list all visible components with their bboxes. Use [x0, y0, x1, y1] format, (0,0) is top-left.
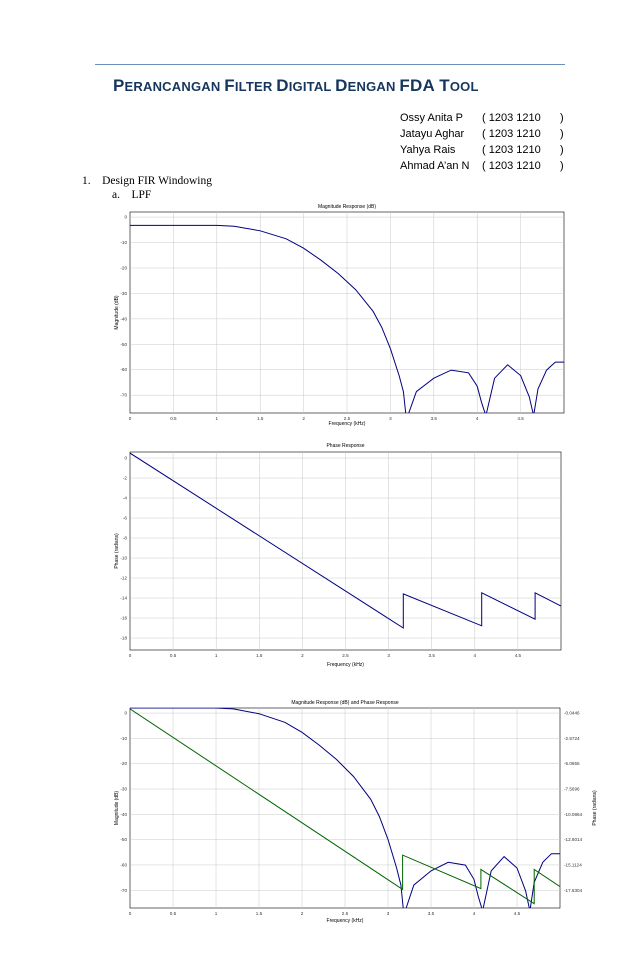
author-close: )	[560, 112, 564, 124]
y2-tick-label: -12.6014	[564, 837, 583, 843]
x-tick-label: 3.5	[427, 911, 435, 916]
y-tick-label: -2	[122, 475, 127, 481]
x-tick-label: 2	[301, 653, 304, 658]
y-tick-label: -60	[120, 862, 127, 868]
x-tick-label: 2	[302, 416, 305, 421]
y-tick-label: -6	[122, 515, 127, 521]
y-axis-label: Phase (radians)	[114, 533, 120, 569]
y-tick-label: -50	[120, 341, 127, 347]
title-rest: IGITAL	[288, 79, 336, 94]
x-tick-label: 3.5	[428, 653, 435, 658]
x-tick-label: 0	[128, 911, 132, 916]
y-tick-label: -20	[120, 761, 127, 767]
y2-tick-label: -2.5724	[564, 735, 580, 741]
chart-title: Phase Response	[326, 443, 365, 449]
title-cap: P	[113, 76, 125, 95]
chart-1	[114, 204, 564, 427]
author-close: )	[560, 144, 564, 156]
y-tick-label: -20	[120, 265, 127, 271]
y2-tick-label: -15.1124	[564, 862, 582, 868]
x-tick-label: 3	[389, 416, 392, 421]
x-tick-label: 4	[472, 911, 476, 916]
chart-2	[114, 443, 561, 668]
title-cap: T	[439, 76, 450, 95]
y2-axis-label: Phase (radians)	[592, 790, 598, 826]
x-tick-label: 1.5	[255, 911, 263, 916]
chart-title: Magnitude Response (dB) and Phase Response	[291, 700, 399, 706]
title-cap: D	[276, 76, 289, 95]
y-tick-label: -10	[120, 735, 127, 741]
y-tick-label: -40	[120, 811, 127, 817]
author-name: Ossy Anita P	[400, 112, 463, 124]
y-tick-label: -4	[122, 495, 127, 501]
y-tick-label: -40	[120, 316, 127, 322]
y-tick-label: -18	[120, 635, 127, 641]
x-tick-label: 1.5	[257, 416, 264, 421]
chart-3	[114, 700, 598, 924]
x-tick-label: 2.5	[341, 911, 349, 916]
title-rest: ILTER	[234, 79, 277, 94]
y2-tick-label: -10.0864	[564, 811, 583, 817]
author-id: ( 1203 1210	[482, 128, 541, 140]
subsection-title: LPF	[131, 189, 152, 201]
y-axis-label: Magnitude (dB)	[114, 295, 120, 330]
title-rest: ENGAN	[347, 79, 400, 94]
title-rest: ERANCANGAN	[124, 79, 225, 94]
title-rest: OOL	[449, 79, 479, 94]
x-tick-label: 0.5	[170, 416, 177, 421]
y-tick-label: -50	[120, 837, 127, 843]
y-tick-label: -30	[120, 786, 127, 792]
x-tick-label: 1	[214, 911, 218, 916]
y2-tick-label: -17.6304	[564, 887, 583, 893]
y-tick-label: 0	[124, 710, 127, 716]
x-tick-label: 2.5	[342, 653, 349, 658]
author-id: ( 1203 1210	[482, 112, 541, 124]
y-tick-label: 0	[124, 455, 127, 461]
x-tick-label: 4.5	[517, 416, 524, 421]
x-tick-label: 2	[300, 911, 304, 916]
title-cap: F	[224, 76, 235, 95]
section-title: Design FIR Windowing	[102, 175, 212, 187]
x-tick-label: 3.5	[430, 416, 437, 421]
x-tick-label: 4.5	[514, 653, 522, 658]
y-tick-label: -10	[120, 240, 127, 246]
author-name: Yahya Rais	[400, 144, 456, 156]
y-tick-label: -60	[120, 367, 127, 373]
x-tick-label: 1	[215, 416, 219, 421]
x-tick-label: 2.5	[343, 416, 351, 421]
x-tick-label: 0.5	[169, 653, 177, 658]
y-tick-label: -14	[120, 595, 127, 601]
x-tick-label: 1	[214, 653, 218, 658]
x-tick-label: 0	[128, 653, 132, 658]
x-tick-label: 4	[473, 653, 477, 658]
y-axis-label: Magnitude (dB)	[114, 790, 120, 826]
y2-tick-label: -0.0446	[564, 710, 580, 716]
y-tick-label: -30	[120, 290, 127, 296]
y-tick-label: 0	[124, 214, 127, 220]
y-tick-label: -70	[120, 392, 127, 398]
author-id: ( 1203 1210	[482, 144, 541, 156]
x-tick-label: 0.5	[169, 911, 177, 916]
author-name: Jatayu Aghar	[400, 128, 465, 140]
y2-tick-label: -5.0655	[564, 761, 580, 767]
x-axis-label: Frequency (kHz)	[328, 421, 366, 427]
title-cap: FDA	[399, 76, 440, 95]
author-close: )	[560, 160, 564, 172]
y2-tick-label: -7.5696	[564, 786, 580, 792]
x-tick-label: 3	[387, 653, 390, 658]
x-tick-label: 0	[128, 416, 132, 421]
x-axis-label: Frequency (kHz)	[327, 662, 364, 668]
x-tick-label: 3	[386, 911, 390, 916]
y-tick-label: -16	[120, 615, 127, 621]
author-name: Ahmad A’an N	[400, 160, 470, 172]
x-axis-label: Frequency (kHz)	[326, 918, 364, 924]
author-id: ( 1203 1210	[482, 160, 541, 172]
y-tick-label: -70	[120, 887, 127, 893]
title-cap: D	[335, 76, 348, 95]
x-tick-label: 4	[475, 416, 479, 421]
chart-title: Magnitude Response (dB)	[317, 204, 377, 210]
y-tick-label: -12	[120, 575, 127, 581]
y-tick-label: -10	[120, 555, 127, 561]
subsection-letter: a.	[112, 189, 120, 201]
x-tick-label: 1.5	[256, 653, 263, 658]
section-number: 1.	[82, 175, 91, 187]
author-close: )	[560, 128, 564, 140]
x-tick-label: 4.5	[513, 911, 521, 916]
y-tick-label: -8	[122, 535, 127, 541]
